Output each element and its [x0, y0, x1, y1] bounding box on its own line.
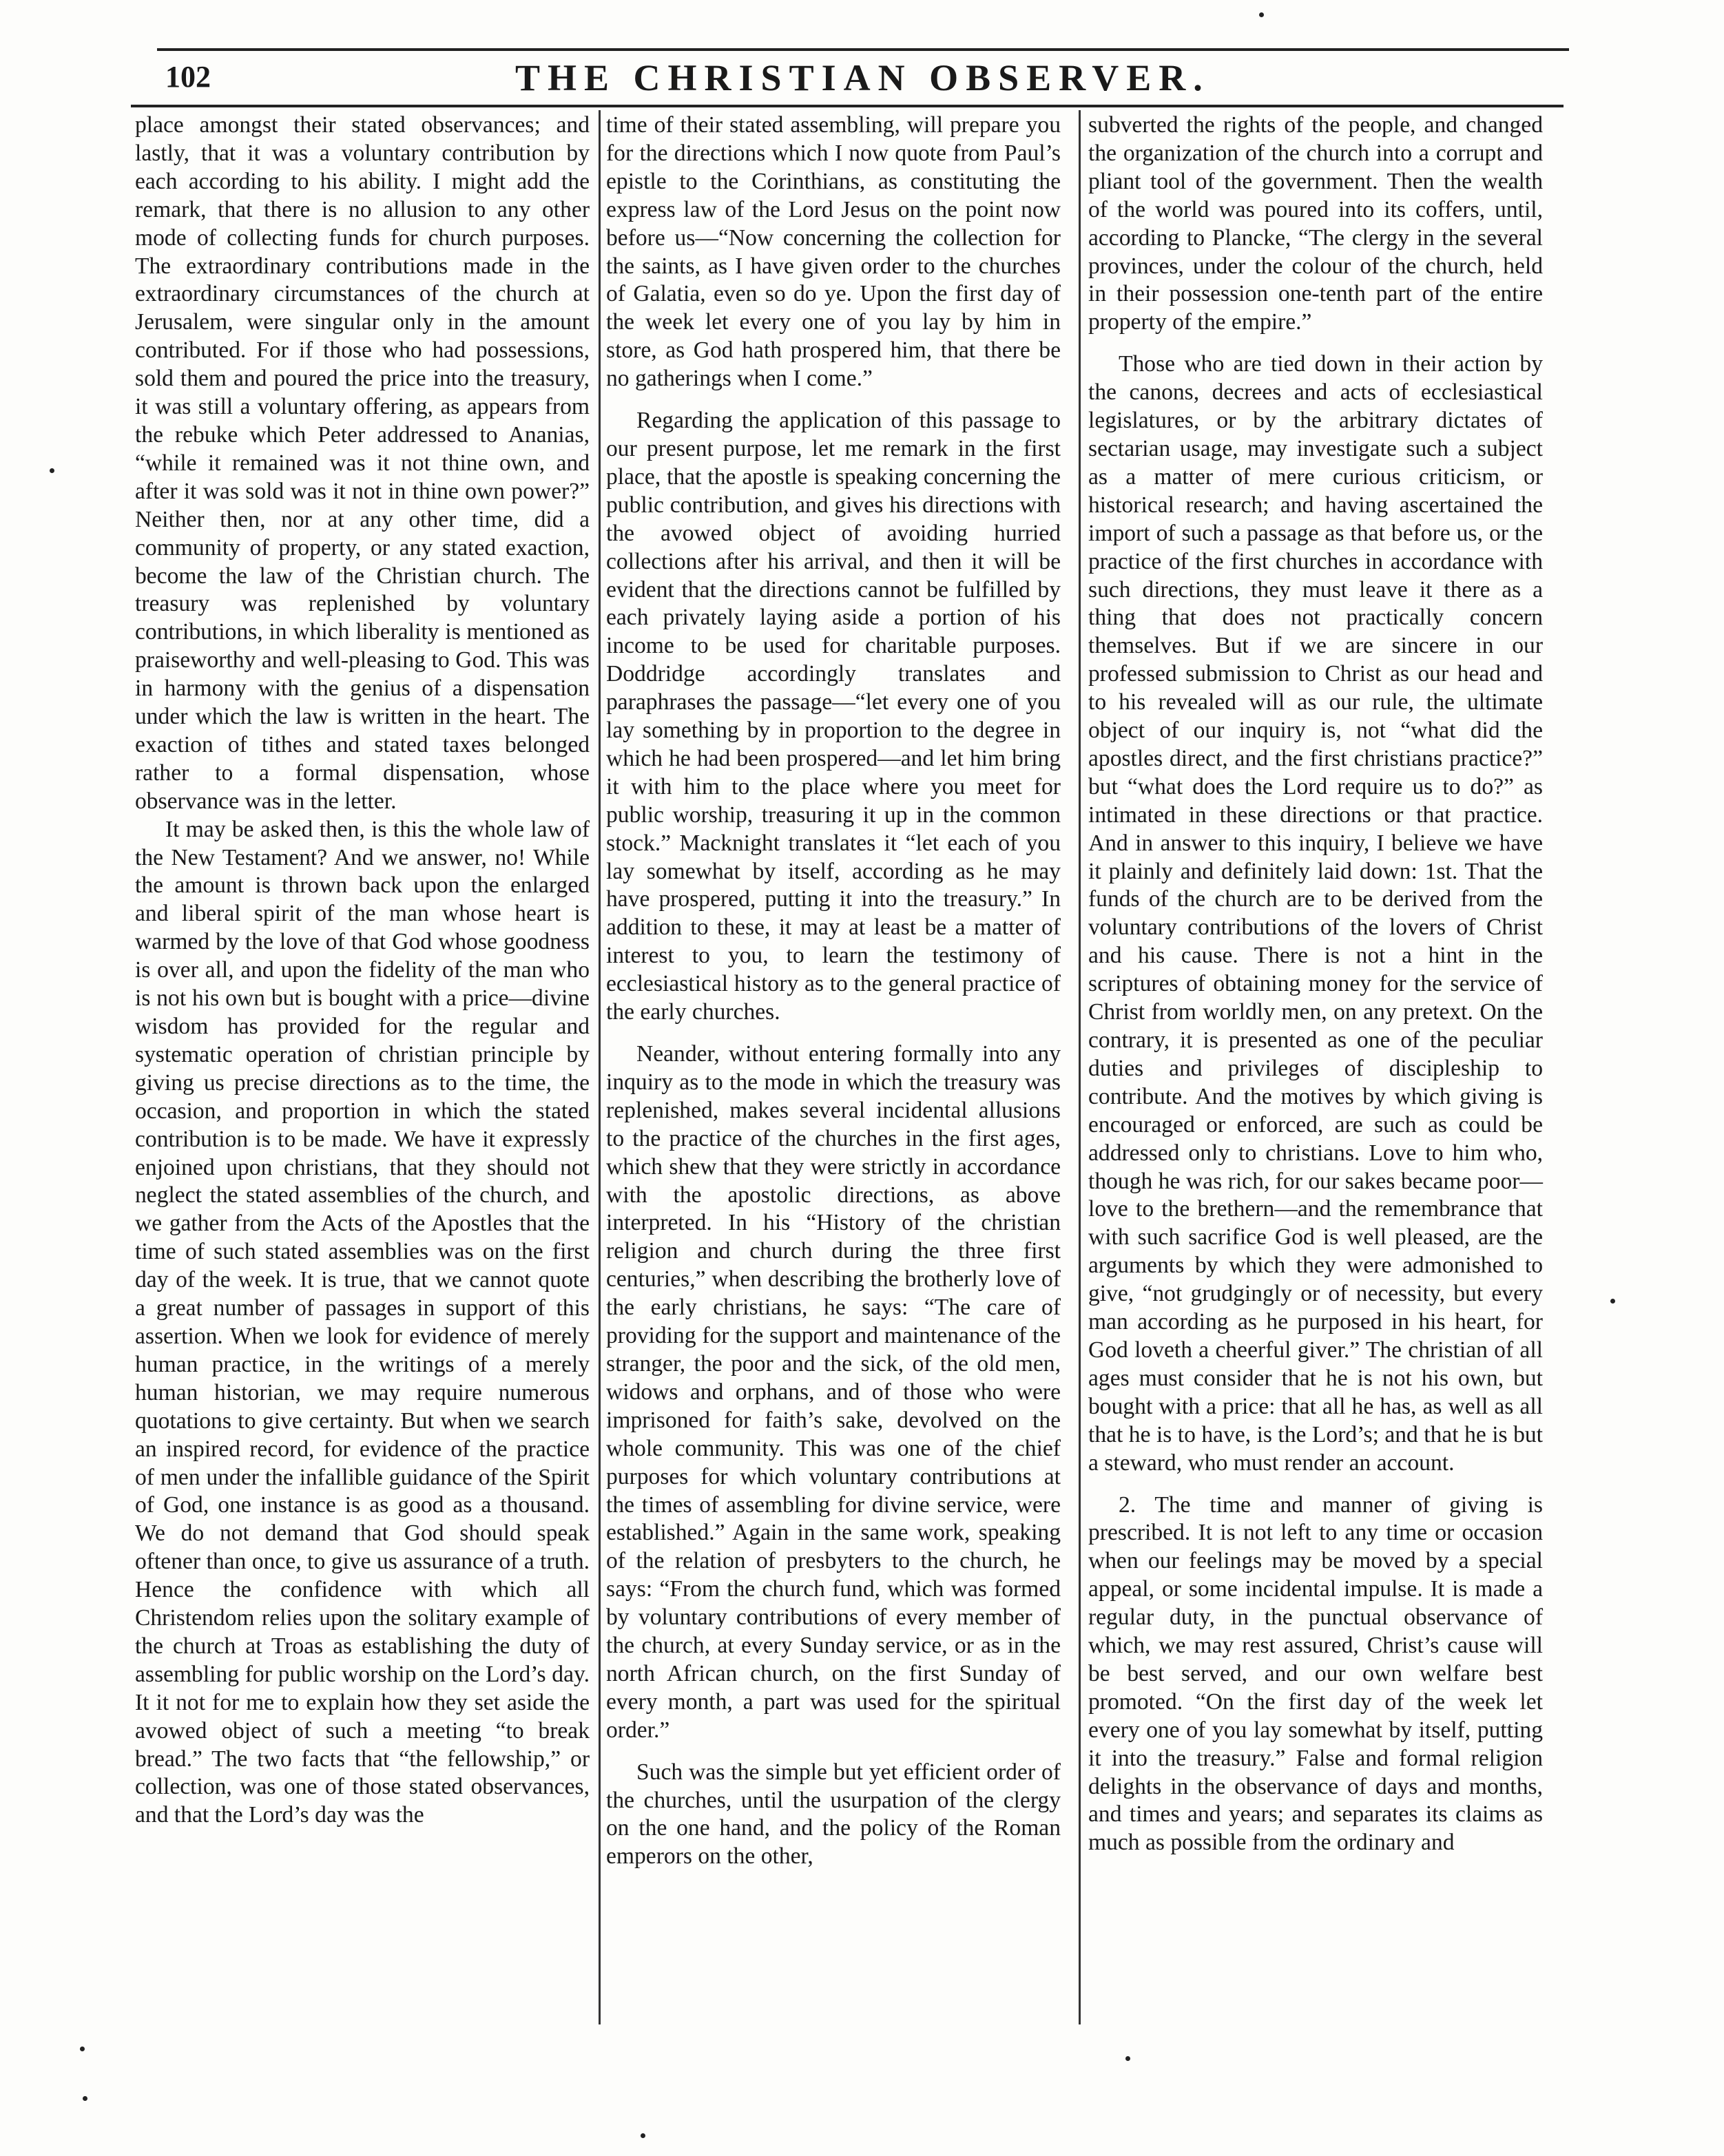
paragraph: Those who are tied down in their action by the canons, decrees and acts of ecclesiastical legislatures, or by the arbitrary dictates of sectarian usage, may investigate such a subject as a matter of mere curious criticism, or historical research; and having ascertained the import of such a passage as that before us, or the practice of the first churches in accordance with such directions, they must leave it there as a thing that does not practically concern themselves. But if we are sincere in our professed submission to Christ as our head and to his revealed will as our rule, the ultimate object of our inquiry is, not “what did the apostles direct, and the first christians practice?” but “what does the Lord require us to do?” as intimated in these directions or that practice. And in answer to this inquiry, I believe we have it plainly and definitely laid down: 1st. That the funds of the church are to be derived from the voluntary contributions of the lovers of Christ and his cause. There is not a hint in the scriptures of obtaining money for the service of Christ from worldly men, on any pretext. On the contrary, it is presented as one of the peculiar duties and privileges of discipleship to contribute. And the motives by which giving is encouraged or enforced, are such as could be addressed only to christians. Love to him who, though he was rich, for our sakes became poor—love to the brethern—and the remembrance that with such sacrifice God is well pleased, are the arguments by which they were admonished to give, “not grudgingly or of necessity, but every man according as he purposed in his heart, for God loveth a cheerful giver.” The christian of all ages must consider that he is not his own, but bought with a price: that all he has, as well as all that he is to have, is the Lord’s; and that he is but a steward, who must render an account. [1088, 351, 1543, 1476]
paragraph: Neander, without entering formally into any inquiry as to the mode in which the treasury was replenished, makes several incidental allusions to the practice of the churches in the first ages, which shew that they were strictly in accordance with the apostolic directions, as above interpreted. In his “History of the christian religion and church during the three first centuries,” when describing the brotherly love of the early christians, he says: “The care of providing for the support and maintenance of the stranger, the poor and the sick, of the old men, widows and orphans, and of those who were imprisoned for faith’s sake, devolved on the whole community. This was one of the chief purposes for which voluntary contributions at the times of assembling for divine service, were established.” Again in the same work, speaking of the relation of presbyters to the church, he says: “From the church fund, which was formed by voluntary contributions of every member of the church, at every Sunday service, or as in the north African church, on the first Sunday of every month, a part was used for the spiritual order.” [606, 1041, 1061, 1743]
page-header [157, 56, 1569, 105]
paragraph: Regarding the application of this passage to our present purpose, let me remark in the first place, that the apostle is speaking concerning the public contribution, and gives his directions with the avowed object of avoiding hurried collections after his arrival, and then it will be evident that the directions cannot be fulfilled by each privately laying aside a portion of his income to be used for charitable purposes. Doddridge accordingly translates and paraphrases the passage—“let every one of you lay something by in proportion to the degree in which he had been prospered—and let him bring it with him to the place where you meet for public worship, treasuring it up in the common stock.” Macknight translates it “let each of you lay somewhat by itself, according as he may have prospered, putting it into the treasury.” In addition to these, it may at least be a matter of interest to you, to learn the testimony of ecclesiastical history as to the general practice of the early churches. [606, 408, 1061, 1025]
masthead-title: THE CHRISTIAN OBSERVER. [515, 57, 1210, 98]
paragraph: It may be asked then, is this the whole law of the New Testament? And we answer, no! While the amount is thrown back upon the enlarged and liberal spirit of the man whose heart is warmed by the love of that God whose goodness is over all, and upon the fidelity of the man who is not his own but is bought with a price—divine wisdom has provided for the regular and systematic operation of christian principle by giving us precise directions as to the time, the occasion, and proportion in which the stated contribution is to be made. We have it expressly enjoined upon christians, that they should not neglect the stated assemblies of the church, and we gather from the Acts of the Apostles that the time of such stated assemblies was on the first day of the week. It is true, that we cannot quote a great number of passages in support of this assertion. When we look for evidence of merely human practice, in the writings of a merely human historian, we may require numerous quotations to give certainty. But when we search an inspired record, for evidence of the practice of men under the infallible guidance of the Spirit of God, one instance is as good as a thousand. We do not demand that God should speak oftener than once, to give us assurance of a truth. Hence the confidence with which all Christendom relies upon the solitary example of the church at Troas as establishing the duty of assembling for public worship on the Lord’s day. It it not for me to explain how they set aside the avowed object of such a meeting “to break bread.” The two facts that “the fellowship,” or collection, was one of those stated observances, and that the Lord’s day was the [135, 816, 590, 1828]
paragraph: subverted the rights of the people, and changed the organization of the church into a corrupt and pliant tool of the government. Then the wealth of the world was poured into its coffers, until, according to Plancke, “The clergy in the several provinces, under the colour of the church, held in their possession one-tenth part of the entire property of the empire.” [1088, 112, 1543, 335]
column-divider-1 [599, 110, 601, 2024]
paragraph: 2. The time and manner of giving is prescribed. It is not left to any time or occasion when our feelings may be moved by a special appeal, or some incidental impulse. It is made a regular duty, in the punctual observance of which, we may rest assured, Christ’s cause will be best served, and our own welfare best promoted. “On the first day of the week let every one of you lay somewhat by itself, putting it into the treasury.” False and formal religion delights in the observance of days and months, and times and years; and separates its claims as much as possible from the ordinary and [1088, 1492, 1543, 1856]
paragraph: Such was the simple but yet efficient order of the churches, until the usurpation of the clergy on the one hand, and the policy of the Roman emperors on the other, [606, 1759, 1061, 1870]
text-column-3 [1088, 112, 1543, 1857]
print-speck [641, 2133, 645, 2138]
print-speck [1125, 2056, 1130, 2061]
print-speck [80, 2047, 85, 2051]
print-speck [83, 2096, 87, 2101]
page-number: 102 [165, 60, 211, 94]
text-column-2 [606, 112, 1061, 1871]
header-rule-bottom [131, 105, 1564, 107]
column-divider-2 [1079, 110, 1081, 2024]
print-speck [1610, 1299, 1615, 1304]
text-column-1 [135, 112, 590, 1830]
print-speck [50, 468, 54, 473]
paragraph: place amongst their stated observances; and lastly, that it was a voluntary contribution by each according to his ability. I might add the remark, that there is no allusion to any other mode of collecting funds for church purposes. The extraordinary contributions made in the extraordinary circumstances of the church at Jerusalem, were singular only in the amount contributed. For if those who had possessions, sold them and poured the price into the treasury, it was still a voluntary offering, as appears from the rebuke which Peter addressed to Ananias, “while it remained was it not thine own, and after it was sold was it not in thine own power?” Neither then, nor at any other time, did a community of property, or any stated exaction, become the law of the Christian church. The treasury was replenished by voluntary contributions, in which liberality is mentioned as praiseworthy and well-pleasing to God. This was in harmony with the genius of a dispensation under which the law is written in the heart. The exaction of tithes and stated taxes belonged rather to a formal dispensation, whose observance was in the letter. [135, 112, 590, 814]
print-speck [1259, 12, 1264, 17]
paragraph: time of their stated assembling, will prepare you for the directions which I now quote from Paul’s epistle to the Corinthians, as constituting the express law of the Lord Jesus on the point now before us—“Now concerning the collection for the saints, as I have given order to the churches of Galatia, even so do ye. Upon the first day of the week let every one of you lay by him in store, as God hath prospered him, that there be no gatherings when I come.” [606, 112, 1061, 392]
header-rule-top [157, 48, 1569, 51]
